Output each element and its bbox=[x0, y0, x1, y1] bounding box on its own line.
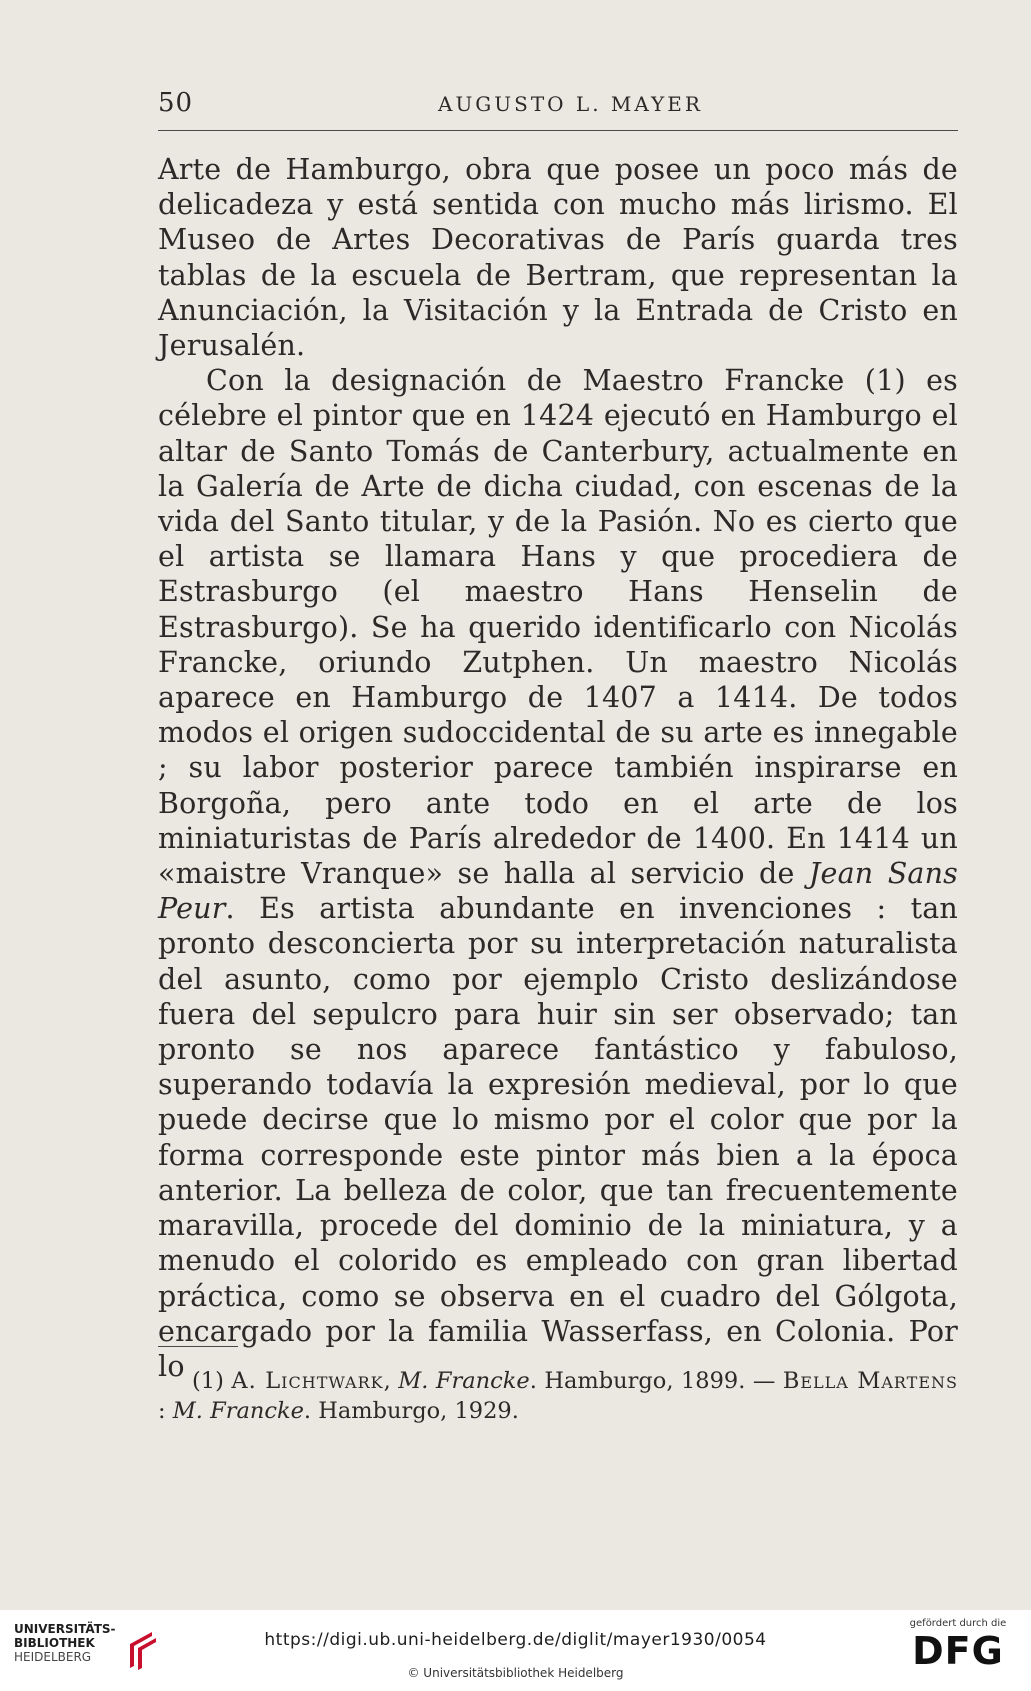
library-name-line-2: BIBLIOTHEK bbox=[14, 1636, 95, 1650]
footnote-rule bbox=[158, 1346, 238, 1347]
paragraph-2-part-a: Con la designación de Maestro Francke (1) es célebre el pintor que en 1424 ejecutó en Hamburgo el altar de Santo Tomás de Canterbury, actualmente en la Galería de Arte de dicha ciudad, con escenas de la vida del Santo titular, y de la Pasión. No es cierto que el artista se llamara Hans y que procediera de Estrasburgo (el maestro Hans Henselin de Estrasburgo). Se ha querido identificarlo con Nicolás Francke, oriundo Zutphen. Un maestro Nicolás aparece en Hamburgo de 1407 a 1414. De todos modos el origen sudoccidental de su arte es innegable ; su labor posterior parece también inspirarse en Borgoña, pero ante todo en el arte de los miniaturistas de París alrededor de 1400. En 1414 un «maistre Vranque» se halla al servicio de bbox=[158, 364, 958, 891]
footnote-rest-2: . Hamburgo, 1929. bbox=[303, 1398, 519, 1424]
footnote-title-2: M. Francke bbox=[172, 1398, 304, 1424]
footnote-title-1: M. Francke bbox=[398, 1368, 530, 1394]
library-name-line-1: UNIVERSITÄTS- bbox=[14, 1622, 116, 1636]
copyright-notice: © Universitätsbibliothek Heidelberg bbox=[407, 1666, 624, 1680]
footnote-author-2: Bella Martens bbox=[782, 1368, 958, 1394]
paragraph-1: Arte de Hamburgo, obra que posee un poco más de delicadeza y está sentida con mucho más lirismo. El Museo de Artes Decorativas de París guarda tres tablas de la escuela de Bertram, que representan la Anunciación, la Visitación y la Entrada de Cristo en Jerusalén. bbox=[158, 153, 958, 363]
funder-note: gefördert durch die bbox=[909, 1618, 1007, 1629]
header-rule bbox=[158, 130, 958, 131]
footnote-separator: : bbox=[158, 1398, 173, 1424]
dfg-logo-text: DFG bbox=[912, 1629, 1004, 1673]
viewer-footer bbox=[0, 1610, 1031, 1691]
page-header bbox=[158, 88, 958, 128]
italic-name: Jean Sans Peur bbox=[158, 857, 958, 926]
paragraph-2 bbox=[158, 363, 958, 1384]
library-name-line-3: HEIDELBERG bbox=[14, 1650, 92, 1664]
funder-logo[interactable] bbox=[903, 1618, 1013, 1682]
footnote-rest-1: . Hamburgo, 1899. — bbox=[529, 1368, 783, 1394]
document-url-link[interactable]: https://digi.ub.uni-heidelberg.de/diglit/mayer1930/0054 bbox=[264, 1630, 767, 1650]
body-text bbox=[158, 152, 958, 1384]
running-head: AUGUSTO L. MAYER bbox=[438, 92, 703, 116]
footnote-marker: (1) bbox=[192, 1368, 224, 1394]
footnote: (1) A. Lichtwark, M. Francke. Hamburgo, 1899. — Bella Martens : M. Francke. Hamburgo, 1929. bbox=[158, 1368, 958, 1424]
paragraph-2-part-b: . Es artista abundante en invenciones : tan pronto desconcierta por su interpretación naturalista del asunto, como por ejemplo Cristo deslizándose fuera del sepulcro para huir sin ser observado; tan pronto se nos aparece fantástico y fabuloso, superando todavía la expresión medieval, por lo que puede decirse que lo mismo por el color que por la forma corresponde este pintor más bien a la época anterior. La belleza de color, que tan frecuentemente maravilla, procede del dominio de la miniatura, y a menudo el colorido es empleado con gran libertad práctica, como se observa en el cuadro del Gólgota, encargado por la familia Wasserfass, en Colonia. Por lo bbox=[158, 892, 958, 1383]
page-number: 50 bbox=[158, 88, 194, 118]
footnote-author-1: A. Lichtwark bbox=[231, 1368, 384, 1394]
